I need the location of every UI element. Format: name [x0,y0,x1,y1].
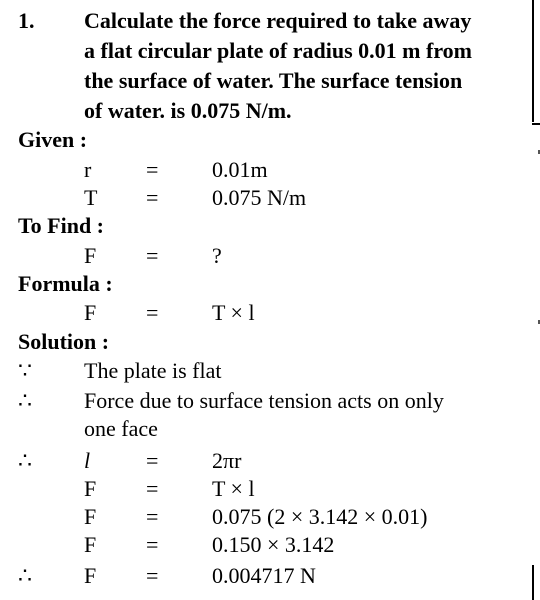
therefore-text-line-2: one face [84,416,158,441]
step-eq: = [146,532,159,557]
step-eq: = [146,563,159,588]
formula-heading: Formula : [18,271,113,296]
to-find-var: F [84,243,97,268]
given-eq-t: = [146,185,159,210]
margin-rule-corner [532,123,540,125]
formula-val: T × l [212,300,255,325]
therefore-text-line-1: Force due to surface tension acts on only [84,388,444,413]
step-var: F [84,563,97,588]
step-var: F [84,476,97,501]
to-find-heading: To Find : [18,213,105,238]
given-var-t: T [84,185,98,210]
question-line-2: a flat circular plate of radius 0.01 m from [84,38,473,63]
given-heading: Given : [18,127,88,152]
step-val: 0.075 (2 × 3.142 × 0.01) [212,504,428,529]
step-symbol: ∴ [18,563,32,588]
formula-eq: = [146,300,159,325]
question-line-4: of water. is 0.075 N/m. [84,98,292,123]
because-text: The plate is flat [84,358,222,383]
given-var-r: r [84,157,92,182]
given-val-r: 0.01m [212,157,268,182]
step-val: 0.150 × 3.142 [212,532,335,557]
because-symbol: ∵ [18,358,32,383]
formula-var: F [84,300,97,325]
given-val-t: 0.075 N/m [212,185,307,210]
to-find-val: ? [212,243,222,268]
step-val: 2πr [212,448,242,473]
step-eq: = [146,476,159,501]
solution-heading: Solution : [18,329,110,354]
final-answer: 0.004717 N [212,563,316,588]
step-eq: = [146,448,159,473]
margin-rule-bottom [532,565,534,600]
margin-rule-top [532,0,534,122]
step-var: F [84,532,97,557]
step-symbol: ∴ [18,448,32,473]
therefore-symbol: ∴ [18,388,32,413]
given-eq-r: = [146,157,159,182]
step-val: T × l [212,476,255,501]
step-eq: = [146,504,159,529]
step-var: l [84,448,91,473]
question-line-1: Calculate the force required to take away [84,8,472,33]
question-line-3: the surface of water. The surface tension [84,68,463,93]
step-var: F [84,504,97,529]
to-find-eq: = [146,243,159,268]
question-number: 1. [18,8,35,33]
